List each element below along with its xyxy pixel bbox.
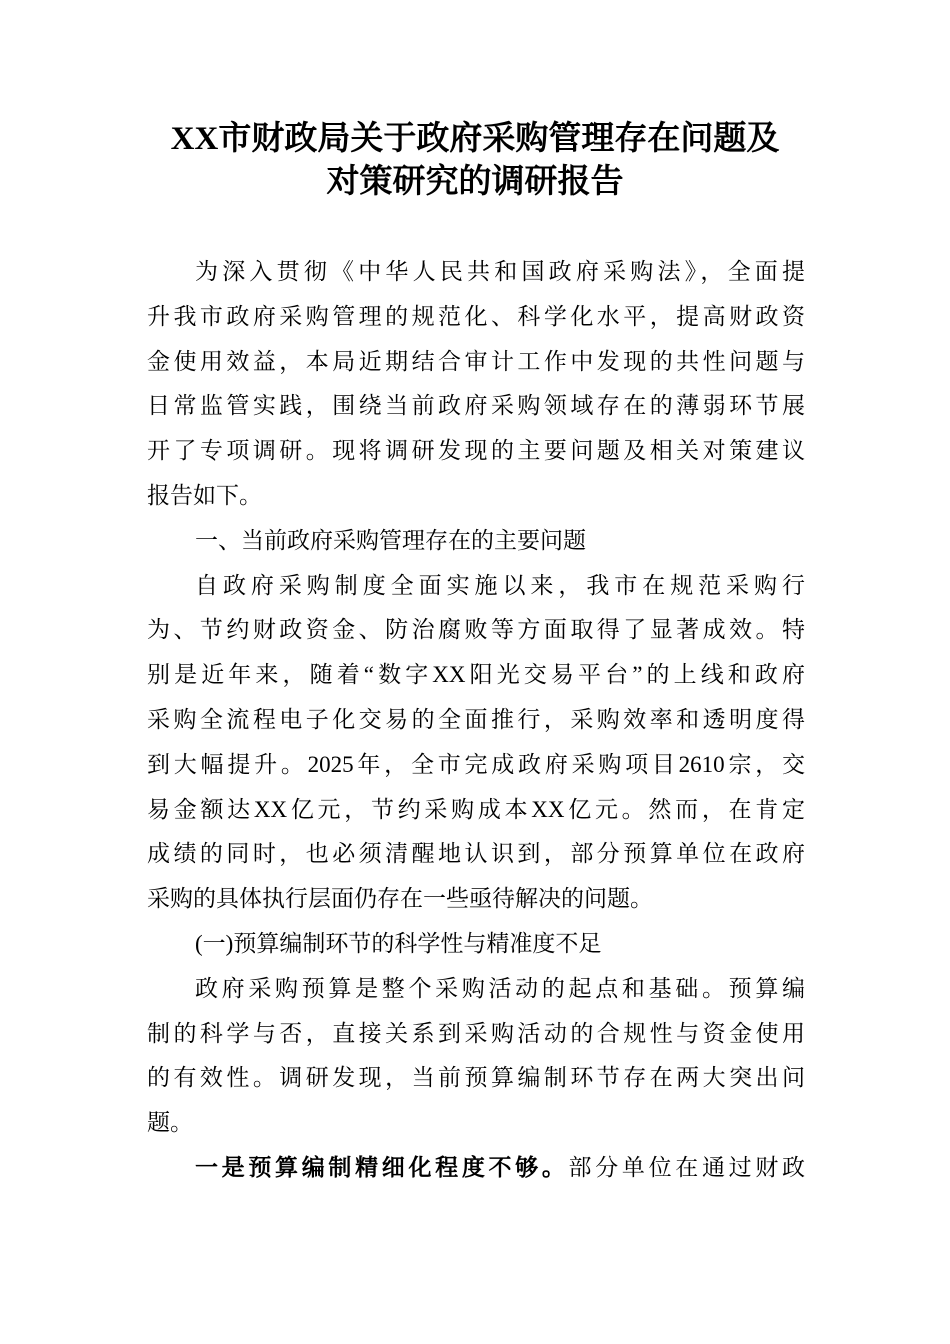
paragraph-point-1 [147, 1146, 805, 1191]
section-heading-1: 一、当前政府采购管理存在的主要问题 [195, 527, 586, 554]
text-line: 采购全流程电子化交易的全面推行，采购效率和透明度得 [147, 706, 805, 732]
text-line: 制的科学与否，直接关系到采购活动的合规性与资金使用 [147, 1020, 805, 1046]
text-line: 金使用效益，本局近期结合审计工作中发现的共性问题与 [147, 348, 805, 374]
paragraph-intro [147, 250, 805, 519]
paragraph-overview [147, 564, 805, 922]
document-title [0, 118, 950, 204]
text-line: 易金额达XX亿元，节约采购成本XX亿元。然而，在肯定 [147, 796, 805, 822]
text-line: 采购的具体执行层面仍存在一些亟待解决的问题。 [147, 886, 653, 912]
text-line: 到大幅提升。2025年，全市完成政府采购项目2610宗，交 [147, 751, 805, 777]
text-line: 题。 [147, 1110, 193, 1136]
text-line: 为深入贯彻《中华人民共和国政府采购法》，全面提 [195, 259, 805, 284]
subsection-heading-1: (一)预算编制环节的科学性与精准度不足 [195, 930, 602, 956]
text-line: 自政府采购制度全面实施以来，我市在规范采购行 [195, 572, 805, 598]
text-line: 日常监管实践，围绕当前政府采购领域存在的薄弱环节展 [147, 393, 805, 419]
document-body [147, 250, 805, 1191]
title-line-1: XX市财政局关于政府采购管理存在问题及 [170, 121, 780, 157]
text-line: 报告如下。 [147, 482, 262, 508]
point-text: 部分单位在通过财政 [568, 1154, 806, 1180]
text-line: 政府采购预算是整个采购活动的起点和基础。预算编 [195, 975, 805, 1001]
text-line: 别是近年来，随着“数字XX阳光交易平台”的上线和政府 [147, 662, 805, 688]
text-line: 开了专项调研。现将调研发现的主要问题及相关对策建议 [147, 438, 805, 464]
point-lead: 一是预算编制精细化程度不够。 [195, 1154, 569, 1180]
text-line: 升我市政府采购管理的规范化、科学化水平，提高财政资 [147, 303, 805, 329]
text-line: 成绩的同时，也必须清醒地认识到，部分预算单位在政府 [147, 841, 805, 867]
text-line: 的有效性。调研发现，当前预算编制环节存在两大突出问 [147, 1065, 805, 1091]
title-line-2: 对策研究的调研报告 [326, 164, 624, 200]
paragraph-budget [147, 967, 805, 1146]
text-line: 为、节约财政资金、防治腐败等方面取得了显著成效。特 [147, 617, 805, 643]
